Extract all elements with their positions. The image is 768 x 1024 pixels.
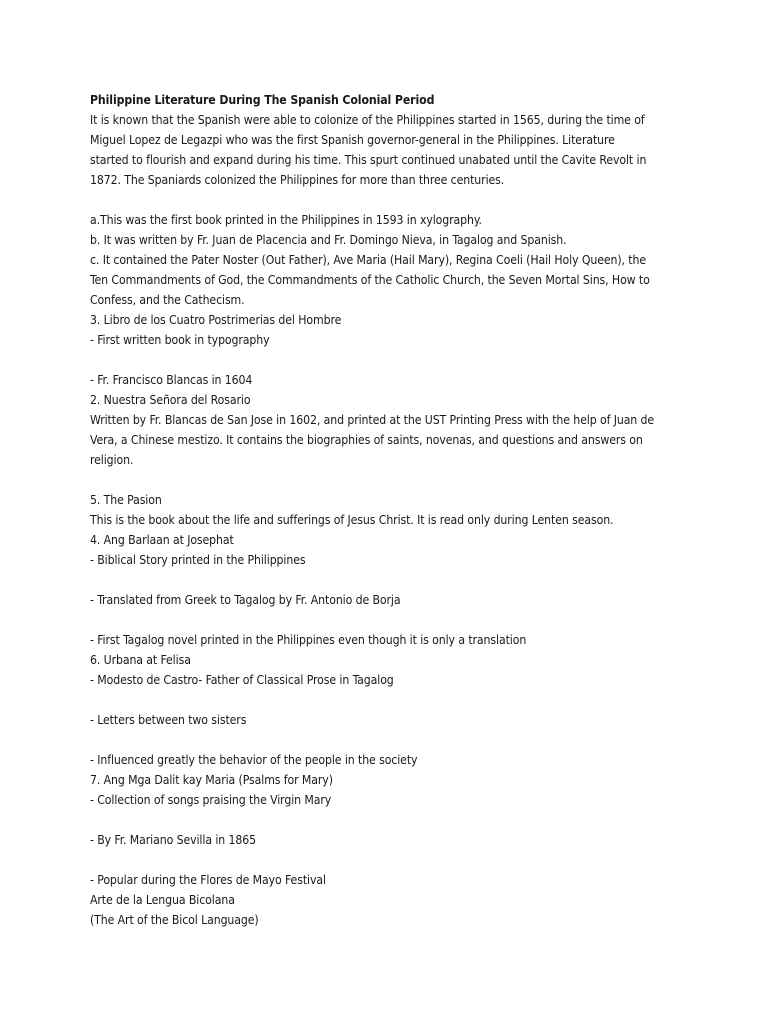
- bullet-line: - Popular during the Flores de Mayo Festival: [90, 873, 326, 887]
- paragraph-gap: [90, 690, 680, 710]
- document-page: [90, 90, 680, 930]
- section-heading: 2. Nuestra Señora del Rosario: [90, 393, 251, 407]
- paragraph-gap: [90, 730, 680, 750]
- bullet-line: - Translated from Greek to Tagalog by Fr. Antonio de Borja: [90, 593, 401, 607]
- text-line: a.This was the first book printed in the Philippines in 1593 in xylography.: [90, 213, 482, 227]
- text-line: Confess, and the Cathecism.: [90, 293, 245, 307]
- bullet-line: - Fr. Francisco Blancas in 1604: [90, 373, 253, 387]
- section-heading: Arte de la Lengua Bicolana: [90, 893, 235, 907]
- paragraph-gap: [90, 610, 680, 630]
- text-line: Vera, a Chinese mestizo. It contains the biographies of saints, novenas, and questions and answers on: [90, 433, 643, 447]
- bullet-line: - By Fr. Mariano Sevilla in 1865: [90, 833, 257, 847]
- intro-line: Miguel Lopez de Legazpi who was the first Spanish governor-general in the Philippines. Literature: [90, 133, 615, 147]
- bullet-line: - Letters between two sisters: [90, 713, 247, 727]
- paragraph-gap: [90, 850, 680, 870]
- section-heading: 4. Ang Barlaan at Josephat: [90, 533, 234, 547]
- paragraph-gap: [90, 350, 680, 370]
- text-line: c. It contained the Pater Noster (Out Father), Ave Maria (Hail Mary), Regina Coeli (Hail Holy Queen), the: [90, 253, 647, 267]
- section-heading: 6. Urbana at Felisa: [90, 653, 191, 667]
- section-heading: 7. Ang Mga Dalit kay Maria (Psalms for Mary): [90, 773, 333, 787]
- text-line: b. It was written by Fr. Juan de Placencia and Fr. Domingo Nieva, in Tagalog and Spanish.: [90, 233, 567, 247]
- text-line: Ten Commandments of God, the Commandments of the Catholic Church, the Seven Mortal Sins, How to: [90, 273, 650, 287]
- text-line: Written by Fr. Blancas de San Jose in 1602, and printed at the UST Printing Press with the help of Juan de: [90, 413, 655, 427]
- document-title: Philippine Literature During The Spanish Colonial Period: [90, 93, 435, 107]
- paragraph-gap: [90, 810, 680, 830]
- intro-line: started to flourish and expand during his time. This spurt continued unabated until the Cavite Revolt in: [90, 153, 647, 167]
- intro-line: 1872. The Spaniards colonized the Philippines for more than three centuries.: [90, 173, 505, 187]
- bullet-line: - Modesto de Castro- Father of Classical Prose in Tagalog: [90, 673, 394, 687]
- bullet-line: - First Tagalog novel printed in the Philippines even though it is only a translation: [90, 633, 527, 647]
- paragraph-gap: [90, 190, 680, 210]
- section-heading: 5. The Pasion: [90, 493, 162, 507]
- bullet-line: - Influenced greatly the behavior of the people in the society: [90, 753, 418, 767]
- bullet-line: - Biblical Story printed in the Philippines: [90, 553, 306, 567]
- paragraph-gap: [90, 570, 680, 590]
- paragraph-gap: [90, 470, 680, 490]
- text-line: This is the book about the life and sufferings of Jesus Christ. It is read only during Lenten season.: [90, 513, 614, 527]
- bullet-line: - First written book in typography: [90, 333, 270, 347]
- text-line: (The Art of the Bicol Language): [90, 913, 259, 927]
- section-heading: 3. Libro de los Cuatro Postrimerias del Hombre: [90, 313, 342, 327]
- intro-line: It is known that the Spanish were able to colonize of the Philippines started in 1565, during the time of: [90, 113, 645, 127]
- text-line: religion.: [90, 453, 134, 467]
- bullet-line: - Collection of songs praising the Virgin Mary: [90, 793, 332, 807]
